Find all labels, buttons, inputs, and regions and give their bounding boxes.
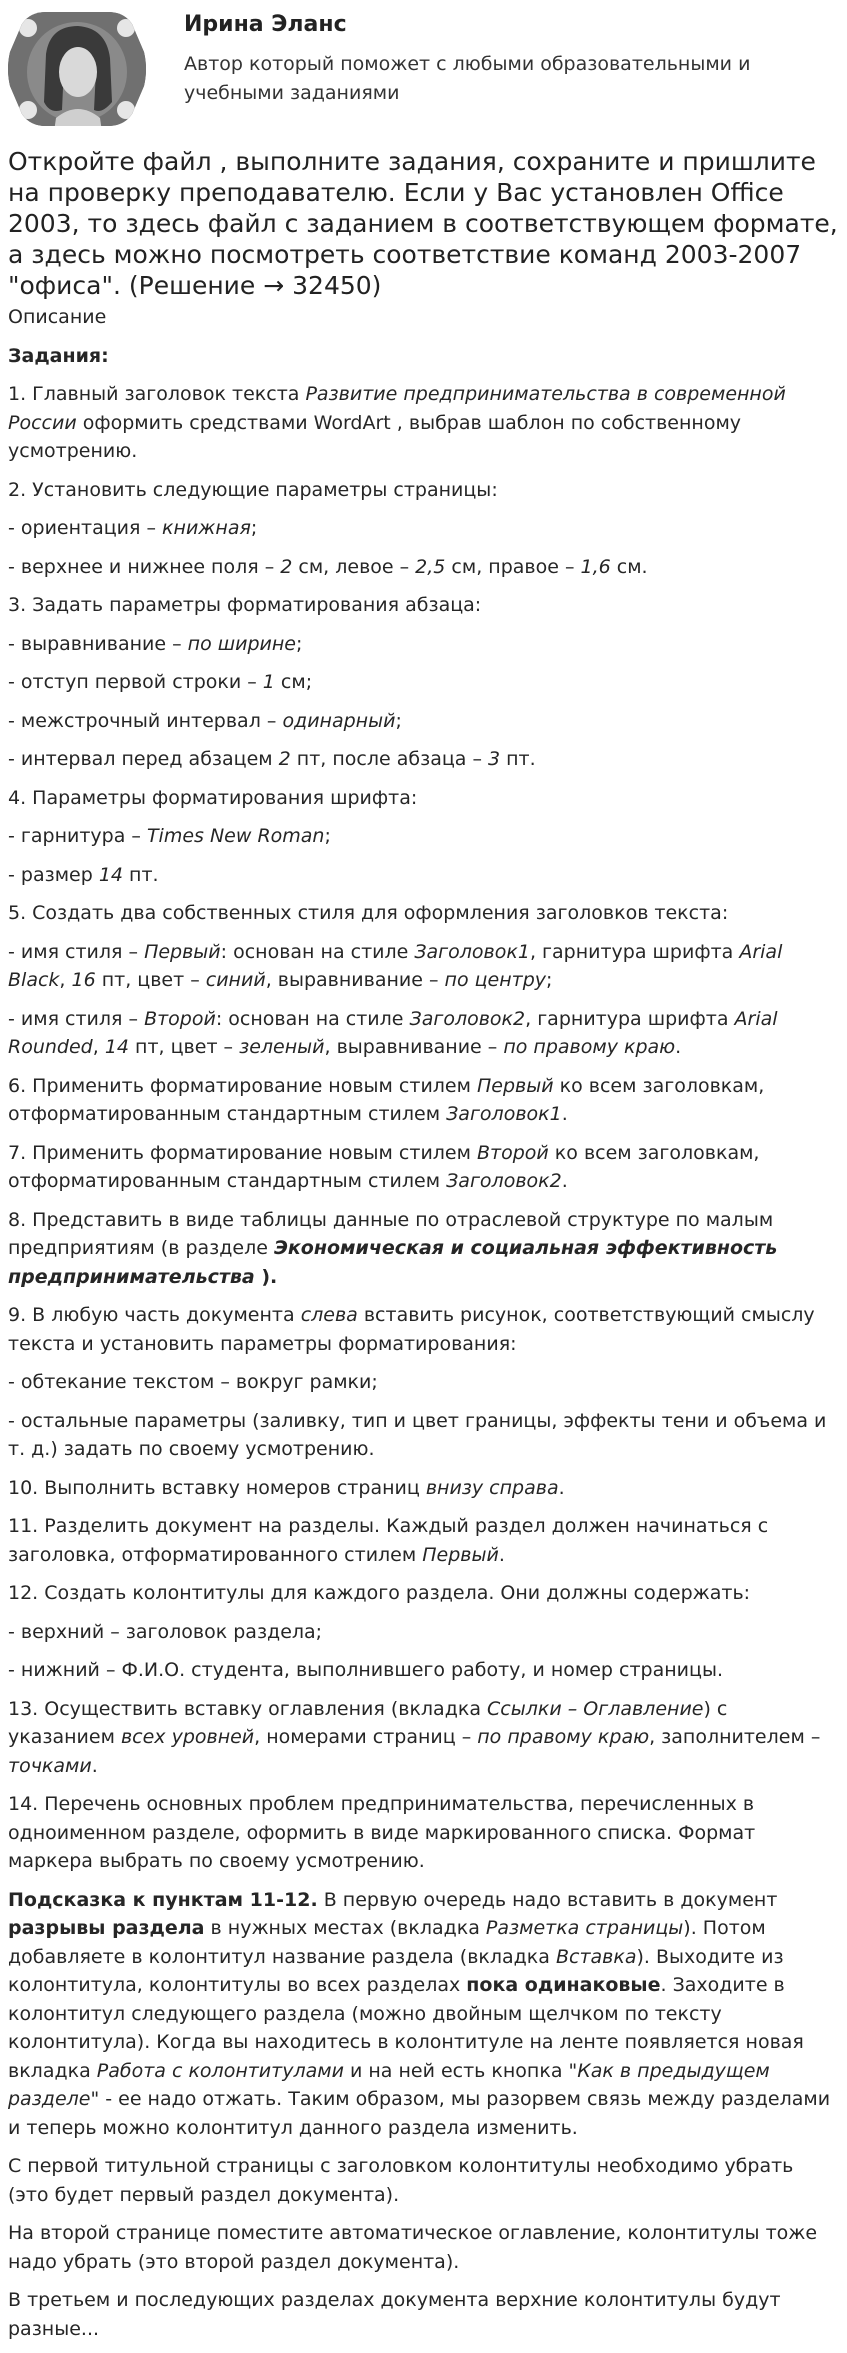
text-run: Первый (477, 1074, 554, 1097)
text-run: 2. Установить следующие параметры страницы: (8, 478, 498, 501)
text-run: Arial Rounded (8, 1007, 778, 1058)
text-run: точками (8, 1754, 92, 1777)
text-run: 2 (280, 555, 293, 578)
paragraph (8, 745, 834, 774)
paragraph (8, 476, 834, 505)
paragraph (8, 1368, 834, 1397)
text-run: ; (395, 709, 402, 732)
paragraph (8, 861, 834, 890)
paragraph (8, 1656, 834, 1685)
task-paragraphs (8, 380, 834, 2343)
paragraph (8, 1206, 834, 1292)
text-run: 13. Осуществить вставку оглавления (вкладка (8, 1697, 487, 1720)
paragraph (8, 784, 834, 813)
text-run: 16 (71, 969, 96, 991)
text-run: Подсказка к пунктам 11-12. (8, 1888, 318, 1911)
text-run: пт. (123, 863, 159, 886)
text-run: - отступ первой строки – (8, 671, 263, 693)
text-run: - гарнитура – (8, 825, 147, 847)
text-run: С первой титульной страницы с заголовком колонтитулы необходимо убрать (это будет первый раздел документа). (8, 2155, 794, 2206)
paragraph (8, 668, 834, 697)
text-run: - имя стиля – (8, 940, 145, 963)
text-run: пока одинаковые (466, 1974, 661, 1996)
paragraph (8, 591, 834, 620)
text-run: - верхнее и нижнее поля – (8, 555, 281, 578)
text-run: см, левое – (292, 555, 416, 578)
text-run: . (558, 1476, 565, 1499)
author-avatar[interactable] (6, 6, 148, 132)
text-run: , выравнивание – (265, 969, 445, 991)
text-run: - межстрочный интервал – (8, 709, 283, 732)
text-run: Работа с колонтитулами (96, 2059, 344, 2082)
text-run: . (561, 1170, 568, 1192)
text-run: Вставка (555, 1945, 637, 1968)
text-run: , (92, 1036, 105, 1058)
text-run: . Заходите в колонтитул следующего раздела (можно двойным щелчком по тексту колонтитула). Когда вы находитесь в колонтитуле на ленте появляется новая вкладка (8, 1974, 804, 2082)
paragraph (8, 1301, 834, 1358)
text-run: - верхний – заголовок раздела; (8, 1620, 323, 1643)
text-run: - остальные параметры (заливку, тип и цвет границы, эффекты тени и объема и т. д.) задать по своему усмотрению. (8, 1409, 827, 1460)
paragraph (8, 2219, 834, 2276)
text-run: ) с указанием (8, 1697, 728, 1748)
text-run: ). (254, 1265, 278, 1288)
paragraph (8, 1005, 834, 1062)
text-run: Заголовок2 (409, 1007, 526, 1030)
paragraph (8, 630, 834, 659)
text-run: . (498, 1543, 505, 1566)
page-title: Откройте файл , выполните задания, сохраните и пришлите на проверку преподавателю. Если у Вас установлен Office 2003, то здесь файл с заданием в соответствующем формате, а здесь можно посмотреть соответствие команд 2003-2007 "офиса". (Решение → 32450) (8, 147, 838, 300)
text-run: Times New Roman (146, 825, 325, 847)
text-run: ; (546, 969, 553, 991)
text-run: На второй странице поместите автоматическое оглавление, колонтитулы тоже надо убрать (это второй раздел документа). (8, 2222, 818, 2273)
text-run: - нижний – Ф.И.О. студента, выполнившего работу, и номер страницы. (8, 1659, 723, 1681)
paragraph (8, 1407, 834, 1464)
text-run: 3. Задать параметры форматирования абзаца: (8, 594, 482, 616)
text-run: 12. Создать колонтитулы для каждого раздела. Они должны содержать: (8, 1582, 751, 1604)
tasks-heading: Задания: (8, 344, 109, 367)
text-run: по центру (444, 969, 547, 991)
author-description: Автор который поможет с любыми образовательными и учебными заданиями (184, 53, 751, 104)
text-run: 14 (98, 863, 124, 886)
text-run: , выравнивание – (324, 1036, 504, 1058)
text-run: В третьем и последующих разделах документа верхние колонтитулы будут разные... (8, 2289, 781, 2340)
text-run: ко всем заголовкам, отформатированным стандартным стилем (8, 1074, 765, 1125)
text-run: Первый (144, 940, 221, 963)
text-run: 14. Перечень основных проблем предпринимательства, перечисленных в одноименном разделе, оформить в виде маркированного списка. Формат маркера выбрать по своему усмотрению. (8, 1793, 756, 1872)
text-run: 14 (104, 1036, 130, 1058)
paragraph (8, 707, 834, 736)
text-run: 1,6 (580, 555, 611, 578)
text-run: ; (250, 517, 258, 539)
text-run: - обтекание текстом – вокруг рамки; (8, 1371, 378, 1393)
text-run: ко всем заголовкам, отформатированным стандартным стилем (8, 1141, 760, 1192)
text-run: 2,5 (415, 555, 446, 578)
text-run: 4. Параметры форматирования шрифта: (8, 786, 418, 809)
paragraph (8, 2286, 834, 2343)
text-run: Разметка страницы (485, 1917, 684, 1939)
text-run: и на ней есть кнопка " (343, 2059, 578, 2082)
text-run: - выравнивание – (8, 632, 188, 655)
paragraph (8, 1790, 834, 1876)
paragraph (8, 1695, 834, 1781)
text-run: см, правое – (445, 555, 581, 578)
paragraph (8, 1618, 834, 1647)
text-run: - имя стиля – (8, 1007, 145, 1030)
text-run: 1 (262, 671, 275, 693)
text-run: одинарный (282, 709, 396, 732)
paragraph (8, 553, 834, 582)
text-run: 3 (488, 748, 501, 770)
text-run: , гарнитура шрифта (529, 940, 740, 963)
text-run: , номерами страниц – (254, 1726, 478, 1748)
paragraph (8, 822, 834, 851)
text-run: ). Потом добавляете в колонтитул название раздела (вкладка (8, 1917, 766, 1968)
text-run: - ориентация – (8, 517, 163, 539)
text-run: по правому краю (503, 1036, 676, 1058)
text-run: пт, после абзаца – (290, 748, 488, 770)
text-run: внизу справа (425, 1476, 559, 1499)
text-run: Arial Black (8, 940, 783, 991)
text-run: Второй (144, 1007, 216, 1030)
text-run: 11. Разделить документ на разделы. Каждый раздел должен начинаться с заголовка, отформатированного стилем (8, 1515, 769, 1566)
text-run: . (675, 1036, 682, 1058)
text-run: Заголовок1 (414, 940, 530, 963)
paragraph (8, 1512, 834, 1569)
text-run: Первый (422, 1543, 499, 1566)
text-run: пт, цвет – (95, 969, 206, 991)
text-run: , (59, 969, 72, 991)
text-run: Второй (477, 1141, 549, 1164)
paragraph (8, 1579, 834, 1608)
text-run: зеленый (239, 1036, 325, 1058)
text-run: пт. (500, 748, 536, 770)
text-run: всех уровней (120, 1726, 255, 1748)
description-label: Описание (8, 306, 107, 328)
paragraph (8, 1139, 834, 1196)
paragraph (8, 1072, 834, 1129)
paragraph (8, 514, 834, 543)
text-run: Заголовок1 (446, 1103, 562, 1125)
text-run: Заголовок2 (446, 1170, 562, 1192)
task-content (8, 303, 834, 2353)
text-run: см. (610, 555, 648, 578)
author-block (0, 0, 847, 140)
text-run: , гарнитура шрифта (525, 1007, 735, 1030)
paragraph (8, 2152, 834, 2209)
text-run: . (561, 1103, 568, 1125)
text-run: см; (274, 671, 313, 693)
text-run: Ссылки – Оглавление (487, 1697, 704, 1720)
paragraph (8, 938, 834, 995)
text-run: , заполнителем – (649, 1726, 821, 1748)
text-run: В первую очередь надо вставить в документ (317, 1888, 778, 1911)
text-run: 1. Главный заголовок текста (8, 383, 306, 405)
paragraph (8, 899, 834, 928)
text-run: ; (324, 825, 331, 847)
author-name[interactable]: Ирина Эланс (184, 12, 347, 37)
text-run: : основан на стиле (215, 1007, 410, 1030)
text-run: в нужных местах (вкладка (204, 1917, 486, 1939)
text-run: 6. Применить форматирование новым стилем (8, 1074, 477, 1097)
text-run: 8. Представить в виде таблицы данные по отраслевой структуре по малым предприятиям (в разделе (8, 1208, 774, 1259)
text-run: пт, цвет – (129, 1036, 240, 1058)
text-run: 5. Создать два собственных стиля для оформления заголовков текста: (8, 902, 729, 924)
text-run: 9. В любую часть документа (8, 1304, 301, 1326)
text-run: книжная (162, 517, 251, 539)
paragraph (8, 1474, 834, 1503)
text-run: оформить средствами WordArt , выбрав шаблон по собственному усмотрению. (8, 411, 742, 462)
text-run: по правому краю (477, 1726, 650, 1748)
text-run: 10. Выполнить вставку номеров страниц (8, 1476, 426, 1499)
text-run: " - ее надо отжать. Таким образом, мы разорвем связь между разделами и теперь можно колонтитул данного раздела изменить. (8, 2088, 831, 2139)
paragraph (8, 1886, 834, 2143)
text-run: слева (300, 1304, 358, 1326)
paragraph (8, 380, 834, 466)
text-run: ; (296, 632, 303, 655)
text-run: 7. Применить форматирование новым стилем (8, 1141, 477, 1164)
text-run: : основан на стиле (220, 940, 415, 963)
text-run: синий (205, 969, 266, 991)
text-run: 2 (278, 748, 291, 770)
text-run: Развитие предпринимательства в современной России (8, 383, 786, 434)
text-run: разрывы раздела (8, 1917, 205, 1939)
text-run: Экономическая и социальная эффективность предпринимательства (8, 1237, 778, 1288)
text-run: . (91, 1754, 98, 1777)
text-run: вставить рисунок, соответствующий смыслу текста и установить параметры форматирования: (8, 1304, 815, 1355)
text-run: ). Выходите из колонтитула, колонтитулы во всех разделах (8, 1945, 784, 1996)
text-run: Как в предыдущем разделе (8, 2059, 770, 2110)
text-run: - интервал перед абзацем (8, 748, 279, 770)
text-run: по ширине (187, 632, 296, 655)
text-run: - размер (8, 863, 99, 886)
